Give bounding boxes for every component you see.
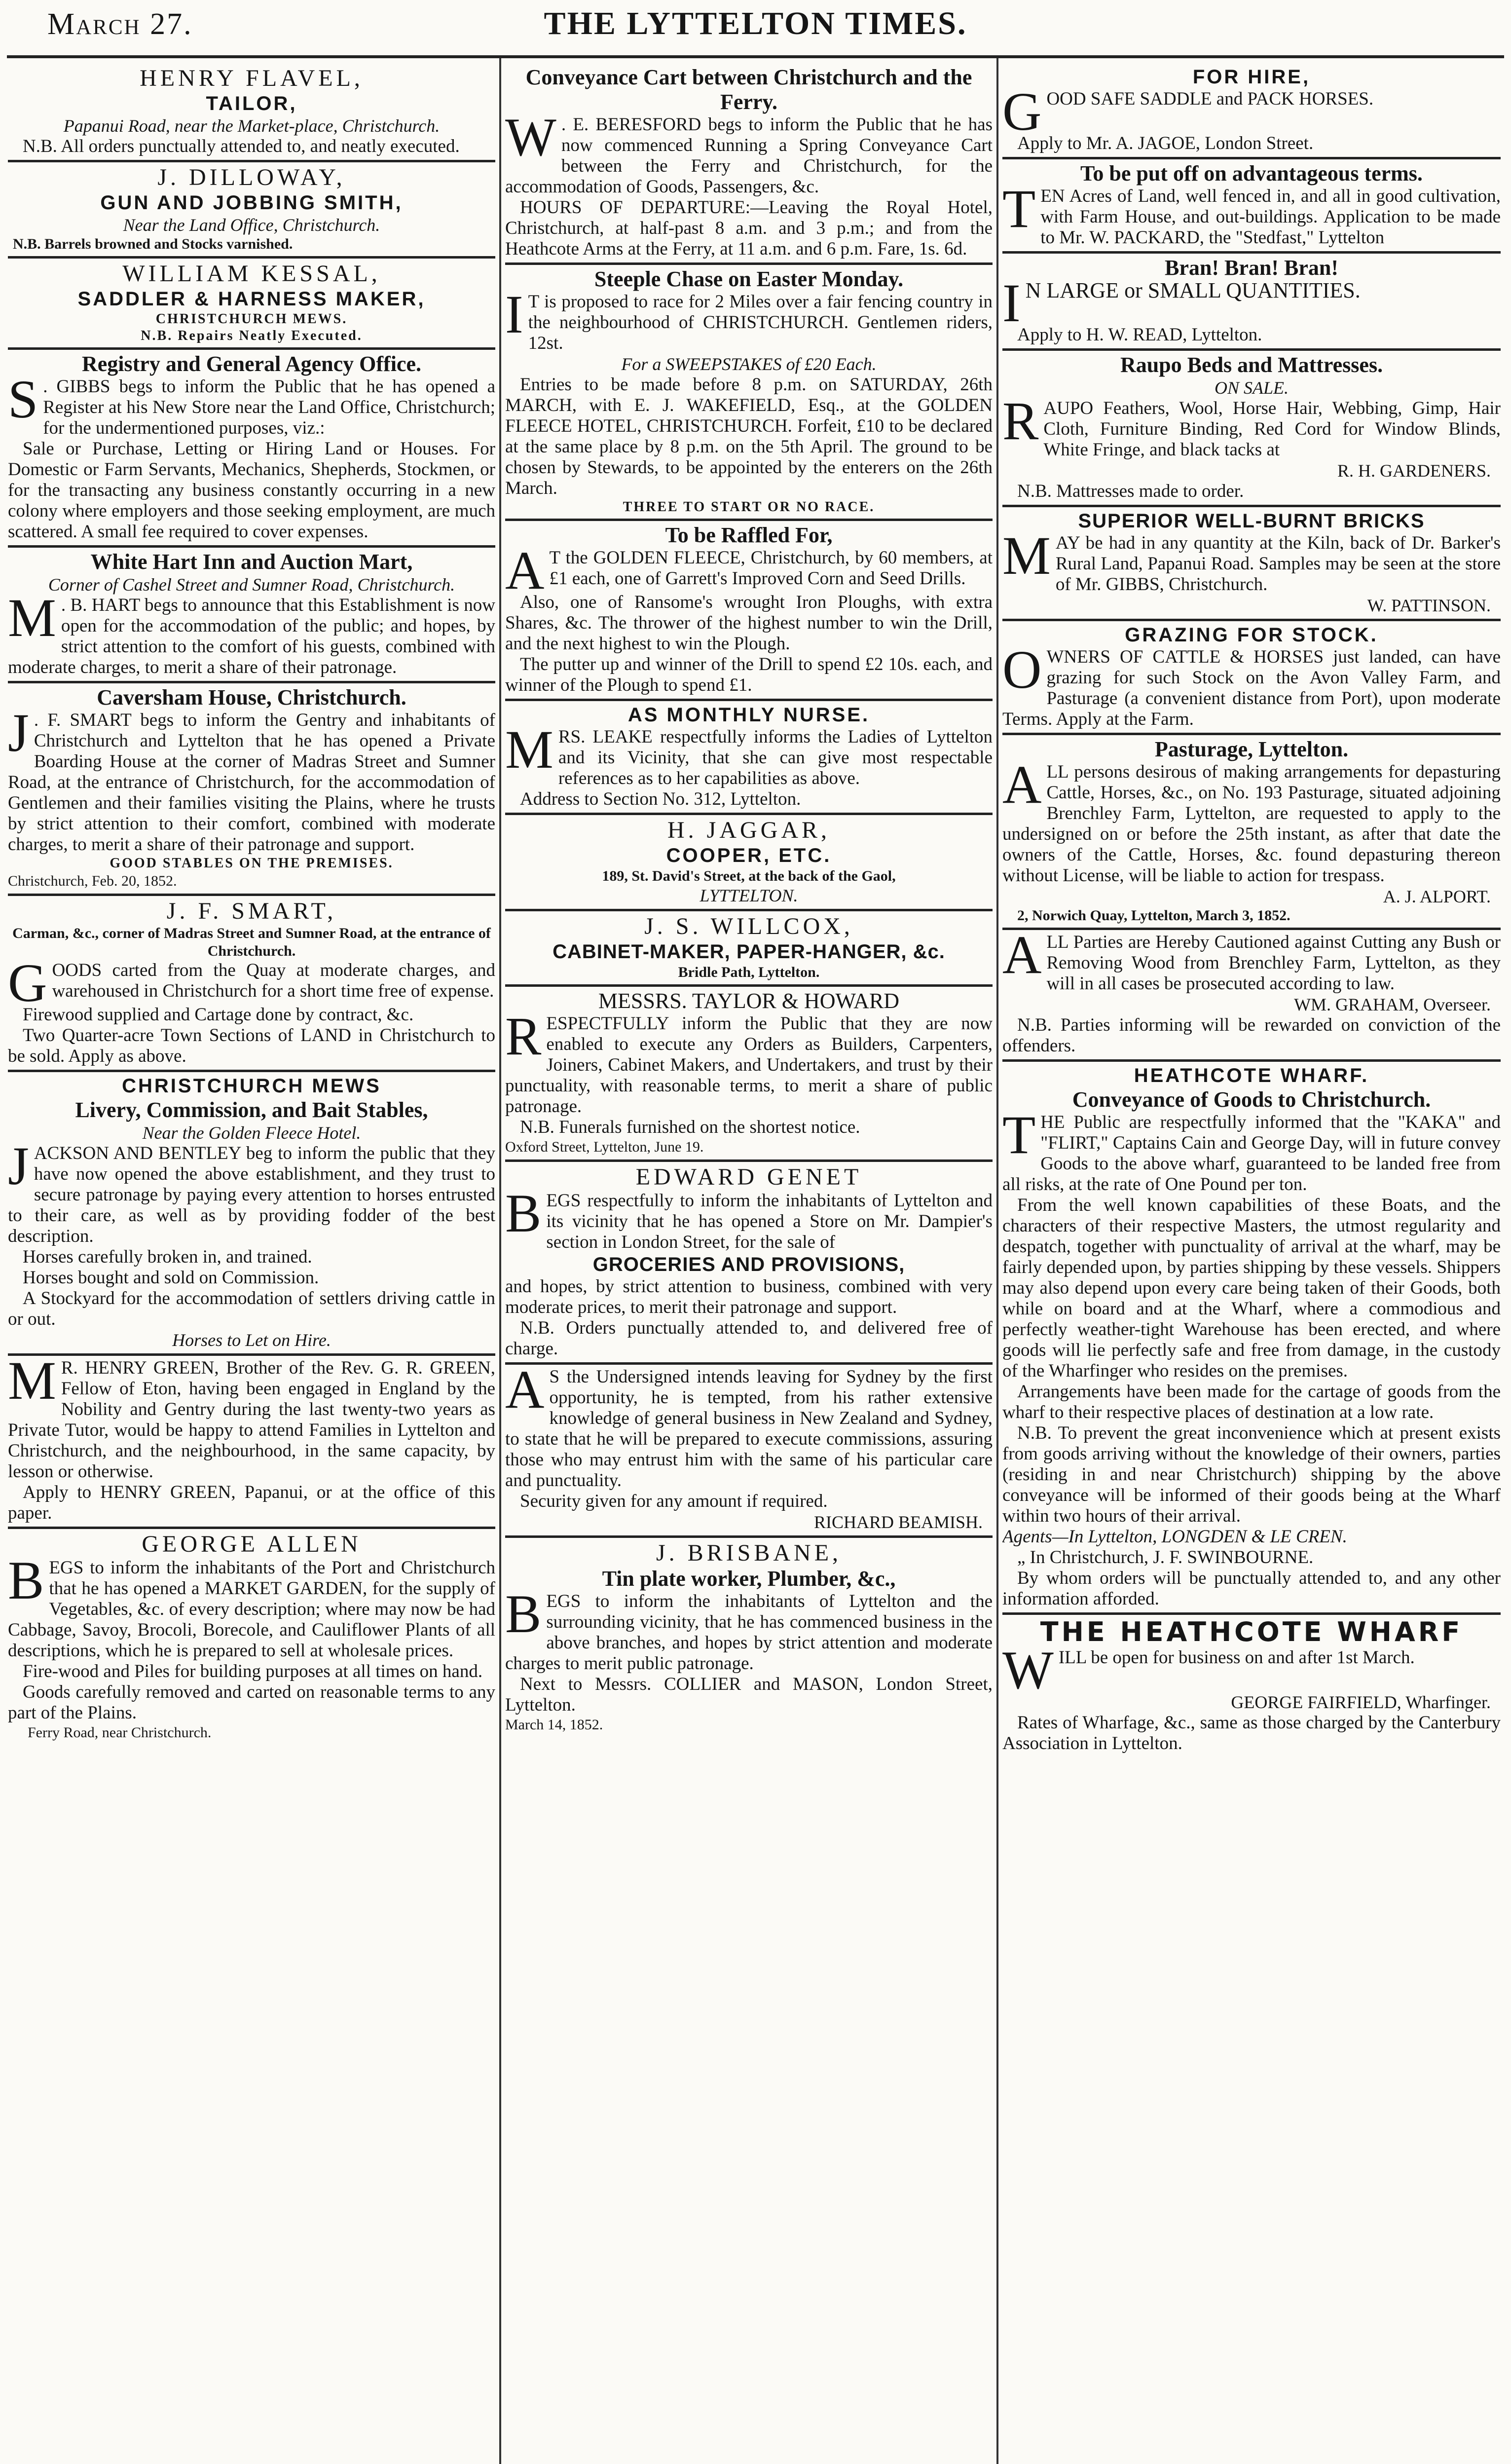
- advertiser-name: GEORGE ALLEN: [142, 1531, 362, 1557]
- note: N.B. Barrels browned and Stocks varnished.: [13, 236, 293, 252]
- ad-heading: To be put off on advantageous terms.: [1080, 161, 1423, 186]
- ad-heathcote-wharf: [1002, 1062, 1501, 1615]
- ad-body-4: A Stockyard for the accommodation of settlers driving cattle in or out.: [8, 1288, 495, 1329]
- ad-heading: GRAZING FOR STOCK.: [1125, 624, 1378, 646]
- ad-body-2: and hopes, by strict attention to business, combined with very moderate prices, to merit their patronage and support.: [505, 1276, 993, 1317]
- advertiser-name: J. DILLOWAY,: [157, 164, 346, 190]
- drop-cap: O: [1002, 639, 1042, 700]
- ad-for-hire: [1002, 63, 1501, 159]
- ad-body-5: By whom orders will be punctually attended to, and any other information afforded.: [1002, 1568, 1501, 1609]
- advertiser-name: WILLIAM KESSAL,: [122, 261, 381, 287]
- ad-body-2: Apply to H. W. READ, Lyttelton.: [1017, 325, 1262, 345]
- ad-body: AY be had in any quantity at the Kiln, back of Dr. Barker's Rural Land, Papanui Road. Samples may be seen at the store of Mr. GIBBS, Christchurch.: [1055, 533, 1501, 595]
- ad-body-2: Address to Section No. 312, Lyttelton.: [520, 789, 801, 809]
- sweepstakes: For a SWEEPSTAKES of £20 Each.: [621, 354, 877, 374]
- ad-steeple-chase: [505, 265, 993, 521]
- signature: GEORGE FAIRFIELD, Wharfinger.: [1231, 1692, 1491, 1712]
- ad-body-2: From the well known capabilities of these Boats, and the characters of their respective Masters, the utmost regularity and despatch, together with punctuality of arrival at the wharf, may be fairly depended upon, by parties shipping by these vessels. Shippers may also depend upon every care being taken of their Goods, both while on board and at the Wharf, where a commodious and perfectly weather-tight Warehouse has been erected, and where goods will lie perfectly safe and free from damage, in the custody of the Wharfinger who resides on the premises.: [1002, 1195, 1501, 1381]
- column-rule-2: [996, 58, 998, 2464]
- dateline: March 14, 1852.: [505, 1717, 603, 1733]
- ad-pasturage: [1002, 735, 1501, 930]
- signature: A. J. ALPORT.: [1383, 887, 1491, 906]
- ad-subheading: Livery, Commission, and Bait Stables,: [75, 1098, 428, 1122]
- column-rule-1: [499, 58, 501, 2464]
- address: Carman, &c., corner of Madras Street and Sumner Road, at the entrance of Christchurch.: [12, 925, 491, 959]
- drop-cap: T: [1002, 1105, 1036, 1165]
- ad-raffle: [505, 521, 993, 701]
- note: N.B. Repairs Neatly Executed.: [141, 328, 363, 343]
- trade: SADDLER & HARNESS MAKER,: [77, 288, 426, 310]
- dateline: 2, Norwich Quay, Lyttelton, March 3, 1852.: [1017, 907, 1290, 924]
- ad-monthly-nurse: [505, 701, 993, 815]
- drop-cap: T: [1002, 179, 1036, 239]
- ad-body-2: N.B. Funerals furnished on the shortest notice.: [520, 1117, 860, 1137]
- ad-body: . B. HART begs to announce that this Establishment is now open for the accommodation of the public; and hopes, by strict attention to the comfort of his guests, combined with moderate charges, to merit a share of their patronage.: [8, 595, 495, 677]
- ad-body: ACKSON AND BENTLEY beg to inform the public that they have now opened the above establishment, and they trust to secure patronage by paying every attention to horses entrusted to their care, as well as by providing fodder of the best description.: [8, 1143, 495, 1246]
- advertiser-name: HENRY FLAVEL,: [140, 65, 364, 91]
- signature: RICHARD BEAMISH.: [813, 1512, 983, 1532]
- drop-cap: A: [1002, 925, 1042, 985]
- ad-body: AUPO Feathers, Wool, Horse Hair, Webbing, Gimp, Hair Cloth, Furniture Binding, Red Cord for Window Blinds, White Fringe, and black tacks at: [1043, 398, 1501, 460]
- ad-body: . GIBBS begs to inform the Public that he has opened a Register at his New Store near the Land Office, Christchurch; for the undermentioned purposes, viz.:: [43, 376, 495, 438]
- advertiser-name: J. S. WILLCOX,: [644, 913, 853, 939]
- stables-note: GOOD STABLES ON THE PREMISES.: [110, 856, 394, 871]
- ad-heading: HEATHCOTE WHARF.: [1134, 1065, 1369, 1086]
- drop-cap: M: [8, 588, 56, 648]
- drop-cap: B: [8, 1550, 44, 1610]
- ad-body: LL Parties are Hereby Cautioned against Cutting any Bush or Removing Wood from Brenchley Farm, Lyttelton, as they will in all cases be prosecuted according to law.: [1046, 932, 1501, 994]
- ad-heading: Steeple Chase on Easter Monday.: [594, 267, 904, 291]
- drop-cap: J: [8, 703, 29, 763]
- ad-body-2: N.B. Parties informing will be rewarded on conviction of the offenders.: [1002, 1015, 1501, 1056]
- ad-body-3: Two Quarter-acre Town Sections of LAND in Christchurch to be sold. Apply as above.: [8, 1025, 495, 1066]
- ad-heading: To be Raffled For,: [665, 523, 833, 547]
- ad-bran: [1002, 254, 1501, 351]
- ad-kessal: [8, 259, 495, 350]
- ad-body-3: The putter up and winner of the Drill to spend £2 10s. each, and winner of the Plough to spend £1.: [505, 654, 993, 695]
- ad-henry-green: [8, 1350, 495, 1529]
- ad-flavel: [8, 63, 495, 162]
- trade: COOPER, ETC.: [666, 845, 832, 866]
- ad-body-2: N.B. Mattresses made to order.: [1017, 481, 1244, 501]
- agents-line-2: „ In Christchurch, J. F. SWINBOURNE.: [1017, 1547, 1314, 1568]
- address: Near the Land Office, Christchurch.: [123, 215, 380, 235]
- ad-body: OOD SAFE SADDLE and PACK HORSES.: [1046, 89, 1374, 109]
- trade: CABINET-MAKER, PAPER-HANGER, &c.: [553, 941, 945, 963]
- ad-body: R. HENRY GREEN, Brother of the Rev. G. R. GREEN, Fellow of Eton, having been engaged in England by the Nobility and Gentry during the last twenty-two years as Private Tutor, would be happy to attend Families in Lyttelton and Christchurch, and the neighbourhood, in the same capacity, by lesson or otherwise.: [8, 1358, 495, 1482]
- ad-body-2: Firewood supplied and Cartage done by contract, &c.: [23, 1005, 414, 1025]
- ad-body: RS. LEAKE respectfully informs the Ladies of Lyttelton and its Vicinity, that she can give most respectable references as to her capabilities as above.: [558, 727, 993, 788]
- ad-edward-genet: [505, 1162, 993, 1365]
- ad-body: EGS respectfully to inform the inhabitants of Lyttelton and its vicinity that he has opened a Store on Mr. Dampier's section in London Street, for the sale of: [546, 1191, 993, 1252]
- ad-brisbane: [505, 1538, 993, 1737]
- ad-body-3: Goods carefully removed and carted on reasonable terms to any part of the Plains.: [8, 1682, 495, 1723]
- drop-cap: B: [505, 1183, 542, 1243]
- address: 189, St. David's Street, at the back of the Gaol,: [602, 868, 896, 884]
- ad-body-2: Apply to Mr. A. JAGOE, London Street.: [1017, 133, 1314, 153]
- drop-cap: I: [1002, 273, 1021, 333]
- newspaper-title: THE LYTTELTON TIMES.: [544, 5, 967, 41]
- masthead-rule: [7, 55, 1504, 58]
- ad-body-4: N.B. To prevent the great inconvenience which at present exists from goods arriving without the knowledge of their owners, parties (residing in and near Christchurch) shipping by the above conveyance will be informed of their goods being at the Wharf within two hours of their arrival.: [1002, 1423, 1501, 1526]
- address: Papanui Road, near the Market-place, Christchurch.: [63, 116, 440, 136]
- signature: R. H. GARDENERS.: [1337, 461, 1491, 481]
- ad-taylor-howard: [505, 987, 993, 1162]
- ad-body-2: Sale or Purchase, Letting or Hiring Land or Houses. For Domestic or Farm Servants, Mechanics, Shepherds, Stockmen, or for the transacting any business constantly occurring in a new colony where employers and those seeking employment, are much scattered. A small fee required to cover expenses.: [8, 439, 495, 542]
- trade: Tin plate worker, Plumber, &c.,: [602, 1567, 896, 1591]
- ad-heading: Caversham House, Christchurch.: [97, 685, 406, 709]
- drop-cap: R: [505, 1006, 542, 1066]
- ad-heading: CHRISTCHURCH MEWS: [122, 1075, 381, 1097]
- ad-body: . F. SMART begs to inform the Gentry and inhabitants of Christchurch and Lyttelton that he has opened a Private Boarding House at the corner of Madras Street and Sumner Road, at the entrance of Christchurch, for the accommodation of Gentlemen and their families visiting the Plains, where he trusts by strict attention to their comfort, combined with moderate charges, to merit a share of their patronage and support.: [8, 710, 495, 855]
- ad-body: ILL be open for business on and after 1st March.: [1058, 1647, 1415, 1668]
- ad-body-3: Horses bought and sold on Commission.: [23, 1268, 319, 1288]
- drop-cap: A: [1002, 754, 1042, 815]
- drop-cap: M: [8, 1350, 56, 1411]
- ad-heading: AS MONTHLY NURSE.: [627, 704, 870, 726]
- address: Bridle Path, Lyttelton.: [678, 964, 820, 980]
- advertiser-name: J. F. SMART,: [166, 898, 337, 924]
- ad-body: N LARGE or SMALL QUANTITIES.: [1025, 278, 1361, 302]
- ad-body-2: Also, one of Ransome's wrought Iron Ploughs, with extra Shares, &c. The thrower of the highest number to win the Drill, and the next highest to win the Plough.: [505, 592, 993, 654]
- ad-body-2: Security given for any amount if required.: [520, 1491, 828, 1511]
- trade: GUN AND JOBBING SMITH,: [100, 192, 403, 214]
- ad-heathcote-wharf-opening: [1002, 1615, 1501, 1757]
- ad-body-2: Apply to HENRY GREEN, Papanui, or at the office of this paper.: [8, 1482, 495, 1523]
- drop-cap: R: [1002, 391, 1039, 451]
- ad-body: WNERS OF CATTLE & HORSES just landed, can have grazing for such Stock on the Avon Valley Farm, and Pasturage (a convenient distance from Port), upon moderate Terms. Apply at the Farm.: [1002, 647, 1501, 729]
- ad-body: LL persons desirous of making arrangements for depasturing Cattle, Horses, &c., on No. 193 Pasturage, situated adjoining Brenchley Farm, Lyttelton, are requested to apply to the undersigned on or before the 25th instant, as after that date the owners of the Cattle, Horses, &c. found depasturing thereon without License, will be liable to action for trespass.: [1002, 762, 1501, 886]
- address: Ferry Road, near Christchurch.: [28, 1724, 212, 1741]
- ad-caversham: [8, 683, 495, 896]
- ad-heading: Conveyance Cart between Christchurch and the Ferry.: [525, 65, 972, 114]
- ad-body: EN Acres of Land, well fenced in, and all in good cultivation, with Farm House, and out-buildings. Application to be made to Mr. W. PACKARD, the "Stedfast," Lyttelton: [1040, 186, 1501, 248]
- ad-subheading: ON SALE.: [1214, 378, 1289, 398]
- ad-body: EGS to inform the inhabitants of Lyttelton and the surrounding vicinity, that he has commenced business in the above branches, and hopes by strict attention and moderate charges to merit public patronage.: [505, 1591, 993, 1674]
- ad-george-allen: [8, 1529, 495, 1745]
- ad-caution: [1002, 925, 1501, 1062]
- signature: WM. GRAHAM, Overseer.: [1294, 995, 1491, 1014]
- ad-conveyance-cart: [505, 63, 993, 265]
- ad-body: HE Public are respectfully informed that the "KAKA" and "FLIRT," Captains Cain and George Day, will in future convey Goods to the above wharf, guaranteed to be landed free from all risks, at the rate of One Pound per ton.: [1002, 1112, 1501, 1195]
- drop-cap: G: [8, 953, 47, 1013]
- ad-subheading: Conveyance of Goods to Christchurch.: [1072, 1087, 1431, 1112]
- trade: TAILOR,: [206, 93, 297, 114]
- ad-beamish: [505, 1359, 993, 1538]
- ad-heading: White Hart Inn and Auction Mart,: [90, 550, 413, 574]
- drop-cap: B: [505, 1584, 542, 1644]
- address: Corner of Cashel Street and Sumner Road, Christchurch.: [48, 575, 455, 595]
- drop-cap: M: [1002, 525, 1051, 586]
- ad-land-terms: [1002, 159, 1501, 254]
- ad-heading: Raupo Beds and Mattresses.: [1120, 353, 1383, 377]
- ad-heading: EDWARD GENET: [635, 1164, 862, 1190]
- ad-bricks: [1002, 507, 1501, 621]
- address: Near the Golden Fleece Hotel.: [142, 1123, 361, 1143]
- drop-cap: W: [1002, 1640, 1054, 1700]
- ad-footer: THREE TO START OR NO RACE.: [623, 499, 875, 515]
- signature: W. PATTINSON.: [1367, 596, 1491, 615]
- ad-heading: Pasturage, Lyttelton.: [1154, 737, 1349, 761]
- address: CHRISTCHURCH MEWS.: [155, 311, 348, 327]
- town: LYTTELTON.: [700, 886, 798, 905]
- ad-registry: [8, 350, 495, 548]
- ad-body-3: Arrangements have been made for the cartage of goods from the wharf to their respective places of destination at a low rate.: [1002, 1381, 1501, 1422]
- ad-body: OODS carted from the Quay at moderate charges, and warehoused in Christchurch for a short time free of expense.: [52, 960, 495, 1001]
- issue-date: March 27.: [47, 7, 193, 41]
- ad-willcox: [505, 911, 993, 987]
- ad-body: T is proposed to race for 2 Miles over a fair fencing country in the neighbourhood of CHRISTCHURCH. Gentlemen riders, 12st.: [528, 292, 993, 353]
- ad-body: EGS to inform the inhabitants of the Port and Christchurch that he has opened a MARKET GARDEN, for the supply of Vegetables, &c. of every description; where may now be had Cabbage, Savoy, Brocoli, Borecole, and Cauliflower Plants of all descriptions, which he is prepared to sell at wholesale prices.: [8, 1558, 495, 1661]
- ad-white-hart: [8, 548, 495, 683]
- ad-body-2: Entries to be made before 8 p.m. on SATURDAY, 26th MARCH, with E. J. WAKEFIELD, Esq., at the GOLDEN FLEECE HOTEL, CHRISTCHURCH. Forfeit, £10 to be declared at the same place by 8 p.m. on the 5th April. The ground to be chosen by Stewards, to be appointed by the enterers on the 26th March.: [505, 374, 993, 498]
- drop-cap: A: [505, 1359, 545, 1419]
- drop-cap: J: [8, 1136, 29, 1196]
- ad-body-2: Next to Messrs. COLLIER and MASON, London Street, Lyttelton.: [505, 1674, 993, 1715]
- drop-cap: M: [505, 719, 553, 780]
- note: N.B. All orders punctually attended to, and neatly executed.: [23, 136, 460, 156]
- ad-body: T the GOLDEN FLEECE, Christchurch, by 60 members, at £1 each, one of Garrett's Improved Corn and Seed Drills.: [549, 548, 993, 589]
- drop-cap: S: [8, 369, 38, 429]
- masthead: [0, 0, 1511, 52]
- ad-heading: Bran! Bran! Bran!: [1165, 256, 1338, 280]
- ad-body: . E. BERESFORD begs to inform the Public that he has now commenced Running a Spring Conveyance Cart between the Ferry and Christchurch, for the accommodation of Goods, Passengers, &c.: [505, 114, 993, 197]
- ad-body-2: Rates of Wharfage, &c., same as those charged by the Canterbury Association in Lyttelton.: [1002, 1713, 1501, 1754]
- ad-heading: MESSRS. TAYLOR & HOWARD: [598, 989, 900, 1013]
- drop-cap: A: [505, 540, 545, 600]
- address: Oxford Street, Lyttelton, June 19.: [505, 1139, 704, 1155]
- column-3: [1002, 63, 1501, 2464]
- dateline: Christchurch, Feb. 20, 1852.: [8, 873, 177, 889]
- ad-body-2: Fire-wood and Piles for building purposes at all times on hand.: [23, 1661, 483, 1681]
- ad-body: ESPECTFULLY inform the Public that they are now enabled to execute any Orders as Builders, Carpenters, Joiners, Cabinet Makers, and Undertakers, and trust by their punctuality, with reasonable terms, to merit a share of public patronage.: [505, 1013, 993, 1117]
- goods-heading: GROCERIES AND PROVISIONS,: [592, 1254, 905, 1275]
- column-2: [505, 63, 993, 2464]
- column-1: [8, 63, 495, 2464]
- advertiser-name: J. BRISBANE,: [656, 1540, 842, 1566]
- ad-raupo: [1002, 351, 1501, 507]
- ad-body-3: N.B. Orders punctually attended to, and delivered free of charge.: [505, 1318, 993, 1359]
- ad-dilloway: [8, 162, 495, 259]
- ad-jaggar: [505, 815, 993, 911]
- ad-heading: SUPERIOR WELL-BURNT BRICKS: [1078, 510, 1425, 532]
- ad-body: S the Undersigned intends leaving for Sydney by the first opportunity, he is tempted, from his rather extensive knowledge of general business in New Zealand and Sydney, to state that he will be prepared to execute commissions, assuring those who may entrust him with the same of his particular care and punctuality.: [505, 1367, 993, 1491]
- ad-body-2: Horses carefully broken in, and trained.: [23, 1247, 312, 1267]
- ad-heading: Registry and General Agency Office.: [82, 352, 421, 376]
- ad-body-2: HOURS OF DEPARTURE:—Leaving the Royal Hotel, Christchurch, at half-past 8 a.m. and 3 p.m.; and from the Heathcote Arms at the Ferry, at 11 a.m. and 6 p.m. Fare, 1s. 6d.: [505, 197, 993, 259]
- ad-smart: [8, 896, 495, 1072]
- drop-cap: G: [1002, 81, 1042, 142]
- ad-grazing: [1002, 621, 1501, 735]
- drop-cap: W: [505, 107, 556, 167]
- ad-footer: Horses to Let on Hire.: [172, 1330, 331, 1350]
- ad-heading: THE HEATHCOTE WHARF: [1040, 1616, 1463, 1647]
- drop-cap: I: [505, 284, 523, 344]
- ad-heading: FOR HIRE,: [1192, 66, 1311, 88]
- advertiser-name: H. JAGGAR,: [667, 817, 830, 843]
- agents-line-1: Agents—In Lyttelton, LONGDEN & LE CREN.: [1002, 1527, 1347, 1547]
- ad-christchurch-mews: [8, 1072, 495, 1356]
